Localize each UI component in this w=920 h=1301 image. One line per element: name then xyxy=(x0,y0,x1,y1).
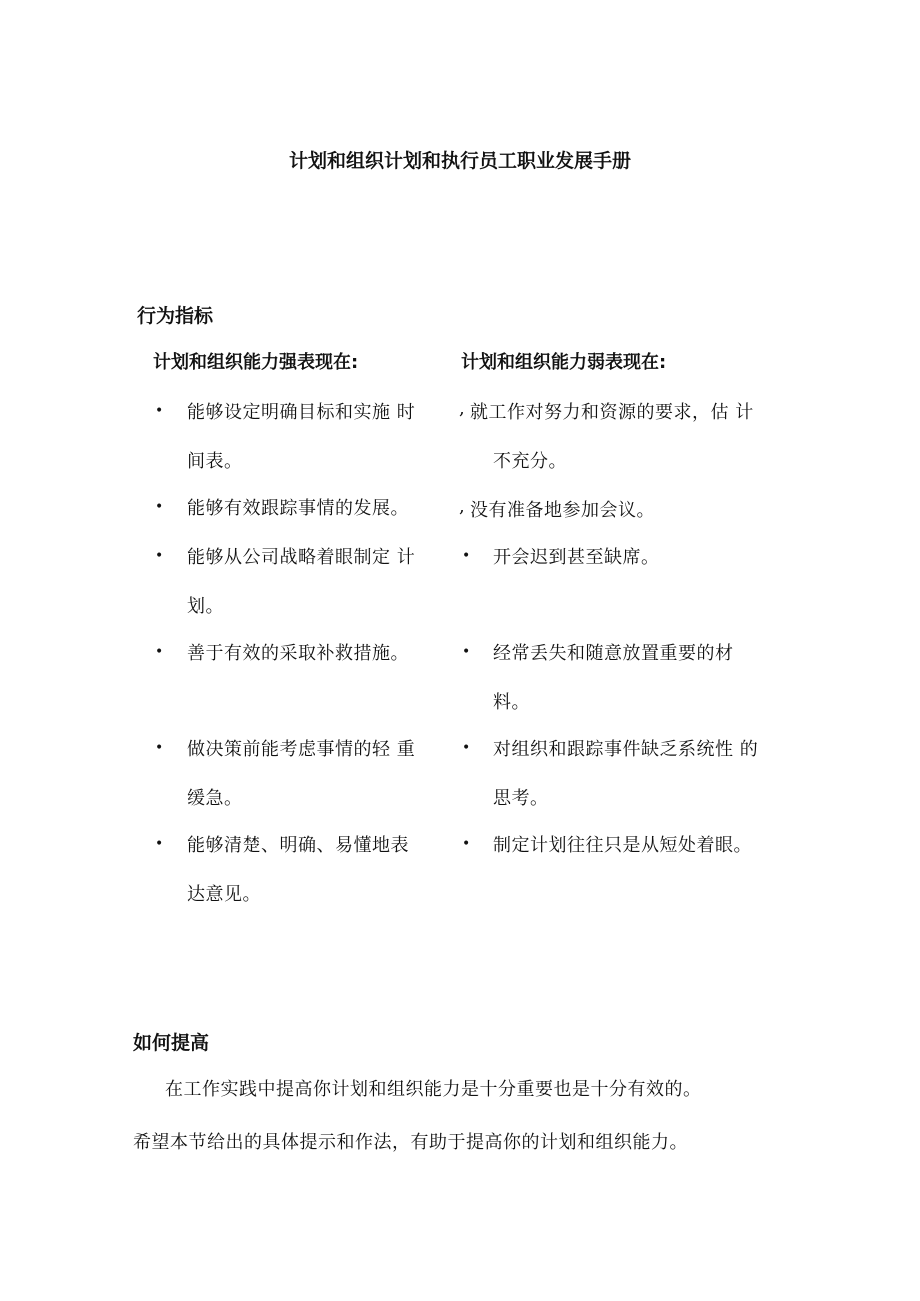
improve-paragraph-line-2: 希望本节给出的具体提示和作法，有助于提高你的计划和组织能力。 xyxy=(133,1132,688,1153)
list-item-text: 能够有效跟踪事情的发展。 xyxy=(187,498,409,519)
bullet-marker: • xyxy=(462,548,471,564)
list-marker: , xyxy=(459,496,466,517)
list-item-text: 能够设定明确目标和实施 时 xyxy=(187,402,416,423)
strong-column-heading: 计划和组织能力强表现在: xyxy=(153,352,359,373)
list-item-text-continued: 缓急。 xyxy=(187,788,243,809)
bullet-marker: • xyxy=(155,403,164,419)
list-item-text: 经常丢失和随意放置重要的材 xyxy=(493,643,734,664)
list-item-text-continued: 不充分。 xyxy=(493,451,567,472)
page-title: 计划和组织计划和执行员工职业发展手册 xyxy=(288,150,631,172)
bullet-marker: • xyxy=(462,644,471,660)
bullet-marker: • xyxy=(462,836,471,852)
bullet-marker: • xyxy=(155,548,164,564)
list-marker: , xyxy=(459,398,466,419)
list-item-text-continued: 料。 xyxy=(493,692,530,713)
list-item-text-continued: 思考。 xyxy=(493,788,549,809)
improve-paragraph-line-1: 在工作实践中提高你计划和组织能力是十分重要也是十分有效的。 xyxy=(165,1079,702,1100)
list-item-text: 就工作对努力和资源的要求，估 计 xyxy=(470,402,754,423)
list-item-text: 开会迟到甚至缺席。 xyxy=(493,547,660,568)
bullet-marker: • xyxy=(462,740,471,756)
list-item-text-continued: 划。 xyxy=(187,596,224,617)
bullet-marker: • xyxy=(155,644,164,660)
list-item-text: 对组织和跟踪事件缺乏系统性 的 xyxy=(493,739,759,760)
weak-column-heading: 计划和组织能力弱表现在: xyxy=(461,352,667,373)
bullet-marker: • xyxy=(155,499,164,515)
list-item-text: 没有准备地参加会议。 xyxy=(470,500,655,521)
list-item-text: 做决策前能考虑事情的轻 重 xyxy=(187,739,416,760)
bullet-marker: • xyxy=(155,740,164,756)
list-item-text-continued: 达意见。 xyxy=(187,884,261,905)
list-item-text: 能够从公司战略着眼制定 计 xyxy=(187,547,416,568)
list-item-text: 能够清楚、明确、易懂地表 xyxy=(187,835,409,856)
how-to-improve-heading: 如何提高 xyxy=(133,1032,210,1054)
behavior-indicators-heading: 行为指标 xyxy=(137,305,214,327)
list-item-text-continued: 间表。 xyxy=(187,451,243,472)
list-item-text: 制定计划往往只是从短处着眼。 xyxy=(493,835,752,856)
list-item-text: 善于有效的采取补救措施。 xyxy=(187,643,409,664)
bullet-marker: • xyxy=(155,836,164,852)
